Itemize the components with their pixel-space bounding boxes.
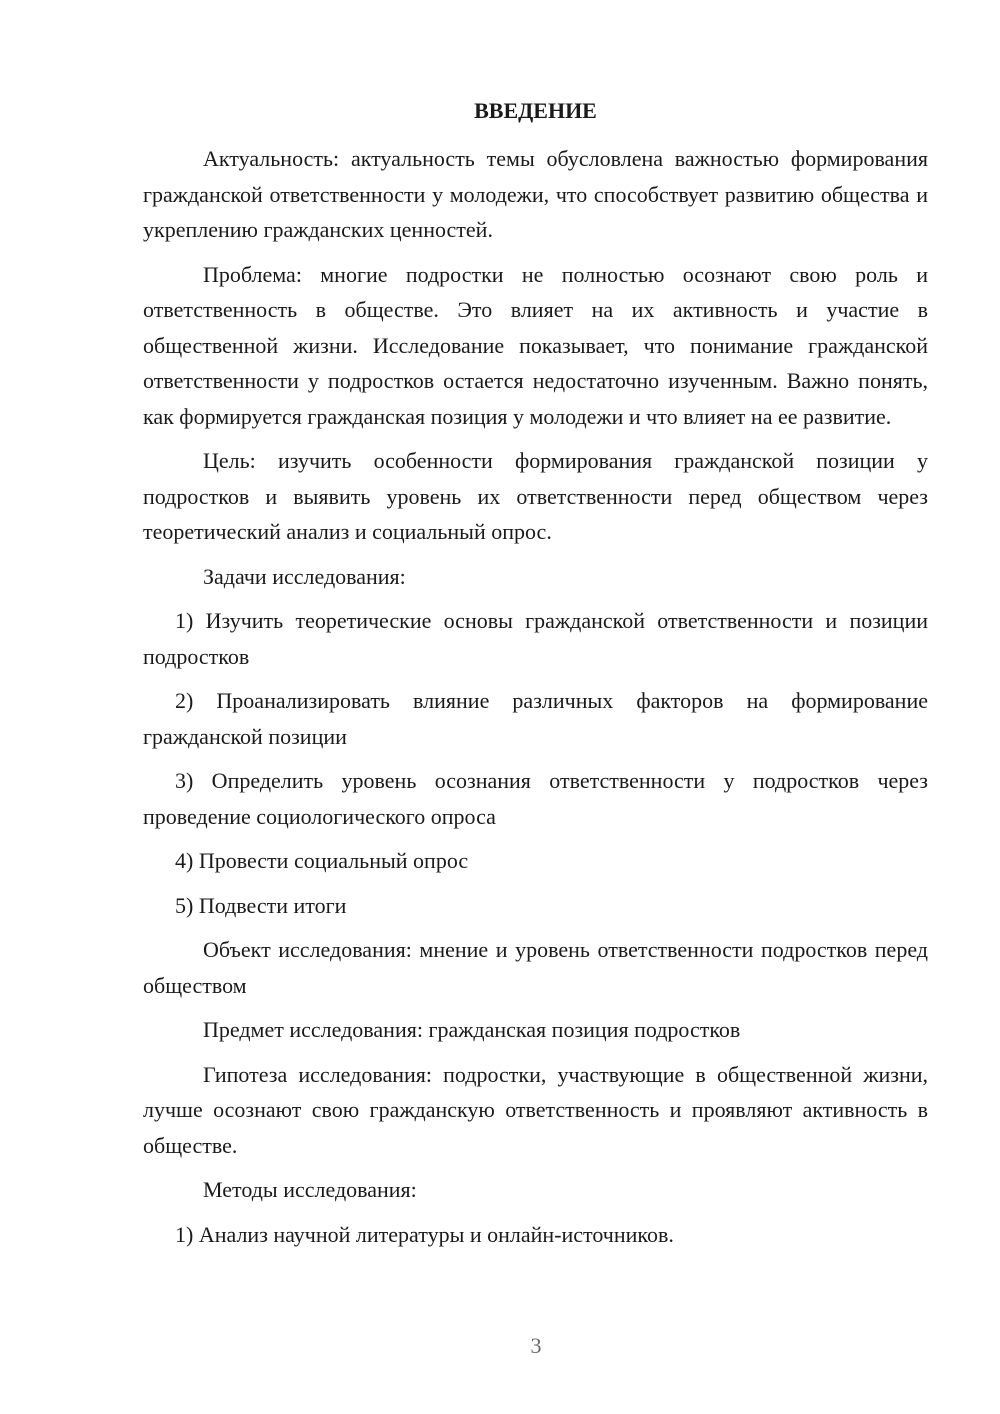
task-item-2: 2) Проанализировать влияние различных факторов на формирование гражданской позиции xyxy=(143,688,928,749)
page-number: 3 xyxy=(530,1333,542,1358)
methods-heading: Методы исследования: xyxy=(203,1177,417,1202)
paragraph-subject: Предмет исследования: гражданская позиция подростков xyxy=(203,1017,741,1042)
paragraph-goal: Цель: изучить особенности формирования гражданской позиции у подростков и выявить уровень их ответственности перед обществом через теоретический анализ и социальный опрос. xyxy=(143,448,928,544)
task-item-3: 3) Определить уровень осознания ответственности у подростков через проведение социологического опроса xyxy=(143,768,928,829)
paragraph-object: Объект исследования: мнение и уровень ответственности подростков перед обществом xyxy=(143,937,928,998)
task-item-5: 5) Подвести итоги xyxy=(175,892,347,918)
task-item-1: 1) Изучить теоретические основы гражданской ответственности и позиции подростков xyxy=(143,608,928,669)
task-item-4: 4) Провести социальный опрос xyxy=(175,848,469,873)
page-title: ВВЕДЕНИЕ xyxy=(474,98,597,123)
method-item-1: 1) Анализ научной литературы и онлайн-источников. xyxy=(175,1221,674,1247)
paragraph-problem: Проблема: многие подростки не полностью осознают свою роль и ответственность в обществе. Это влияет на их активность и участие в общественной жизни. Исследование показывает, что понимание гражданской ответственности у подростков остается недостаточно изученным. Важно понять, как формируется гражданская позиция у молодежи и что влияет на ее развитие. xyxy=(143,261,928,429)
page-content xyxy=(143,95,928,1261)
paragraph-relevance: Актуальность: актуальность темы обусловлена важностью формирования гражданской ответственности у молодежи, что способствует развитию общества и укреплению гражданских ценностей. xyxy=(143,146,928,242)
paragraph-hypothesis: Гипотеза исследования: подростки, участвующие в общественной жизни, лучше осознают свою гражданскую ответственность и проявляют активность в обществе. xyxy=(143,1061,928,1158)
tasks-heading: Задачи исследования: xyxy=(203,563,406,589)
